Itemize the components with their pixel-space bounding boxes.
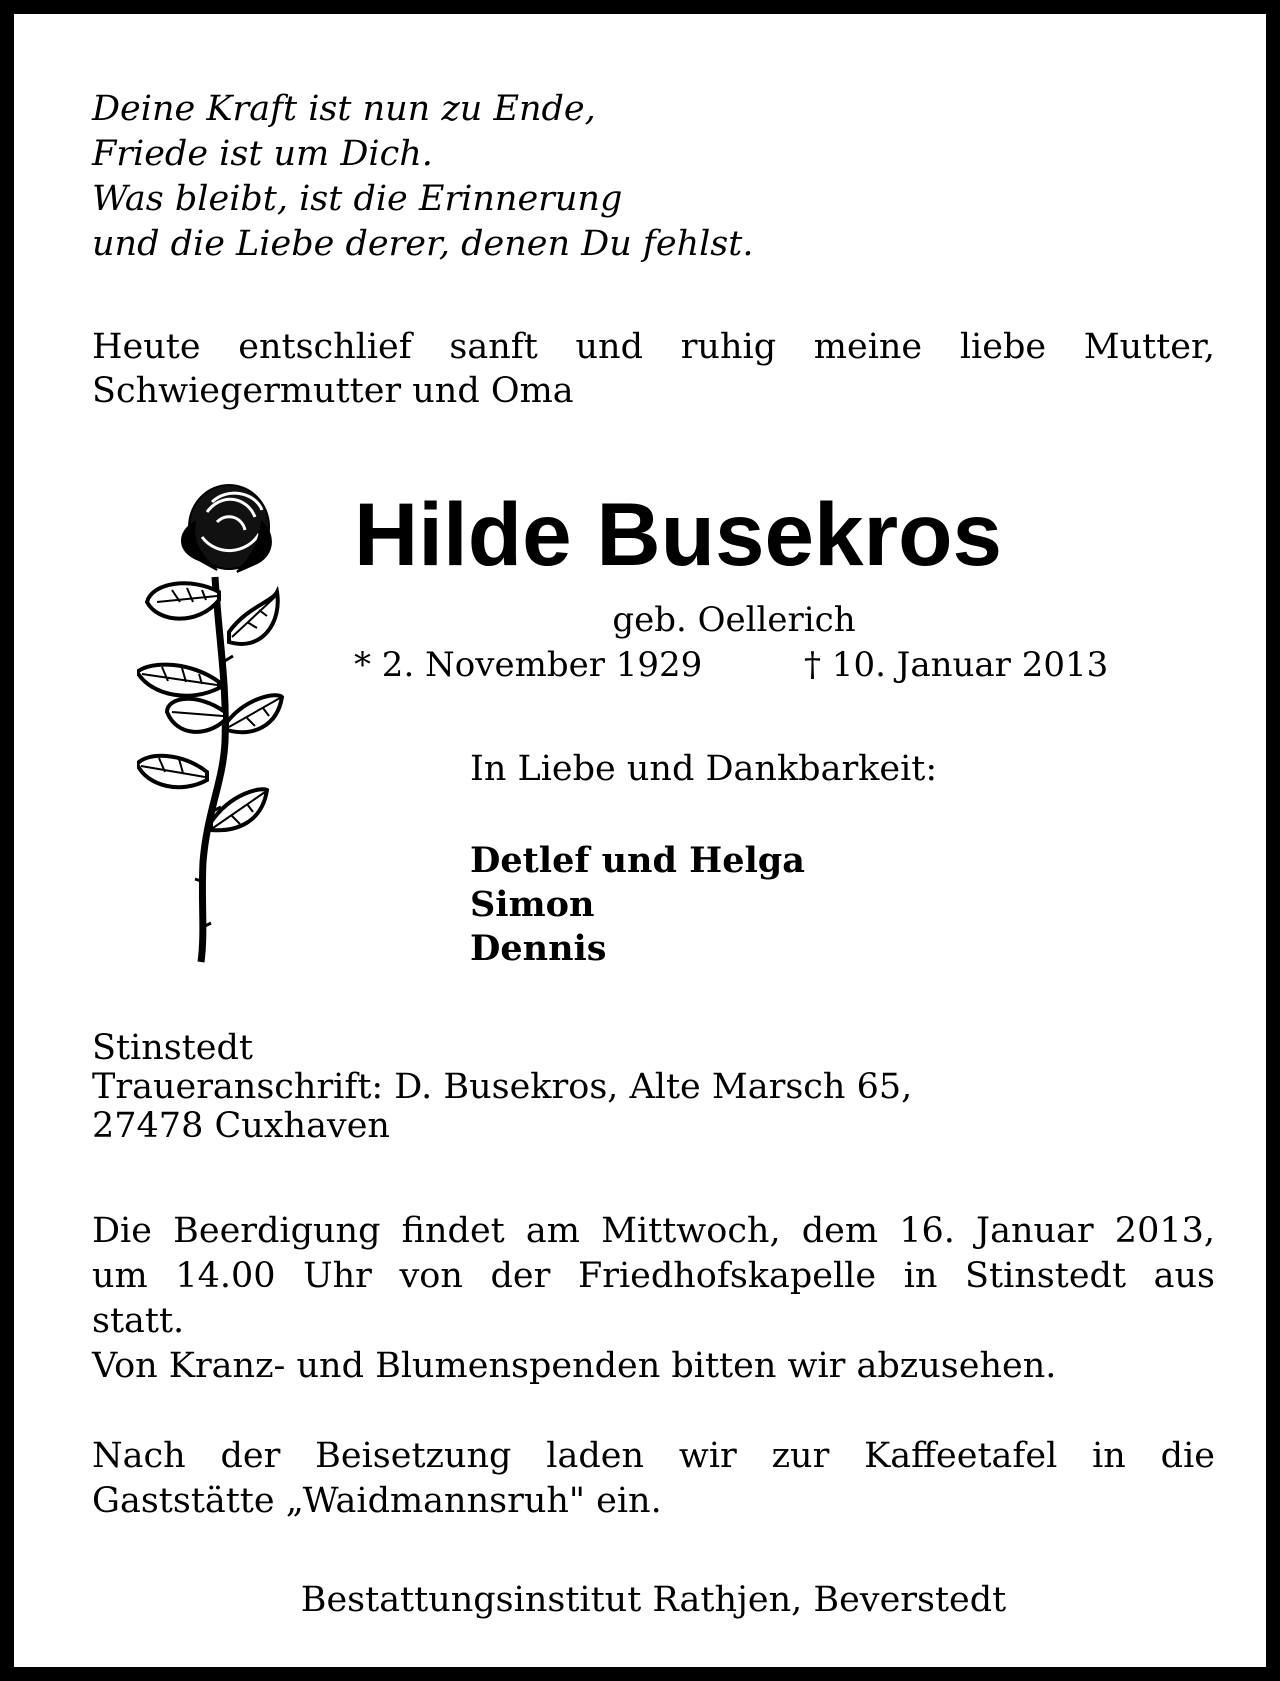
poem-line: Friede ist um Dich. (92, 134, 433, 174)
funeral-line: Von Kranz- und Blumenspenden bitten wir abzusehen. (92, 1346, 1057, 1386)
address-place: Stinstedt (92, 1028, 253, 1068)
poem (92, 87, 1215, 267)
poem-line: Deine Kraft ist nun zu Ende, (92, 89, 596, 129)
death-date: † 10. Januar 2013 (804, 645, 1109, 685)
deceased-name: Hilde Busekros (354, 484, 1002, 584)
poem-line: Was bleibt, ist die Erinnerung (92, 179, 623, 219)
intro-line: Heute entschlief sanft und ruhig meine liebe Mutter, (92, 327, 1215, 367)
intro-text (92, 325, 1215, 413)
reception-details (92, 1434, 1215, 1524)
address-line: 27478 Cuxhaven (92, 1106, 390, 1146)
mourners-list (470, 839, 805, 971)
poem-line: und die Liebe derer, denen Du fehlst. (92, 224, 754, 264)
funeral-line: Die Beerdigung findet am Mittwoch, dem 16. Januar 2013, (92, 1211, 1215, 1251)
maiden-name: geb. Oellerich (612, 600, 856, 640)
mourning-address (92, 1029, 1215, 1146)
undertaker-credit: Bestattungsinstitut Rathjen, Beverstedt (300, 1580, 1007, 1620)
funeral-line: um 14.00 Uhr von der Friedhofskapelle in Stinstedt aus (92, 1256, 1215, 1296)
mourner-name: Simon (470, 884, 595, 925)
mourner-name: Detlef und Helga (470, 840, 805, 881)
funeral-details (92, 1209, 1215, 1389)
thanks-line: In Liebe und Dankbarkeit: (470, 749, 938, 789)
reception-line: Nach der Beisetzung laden wir zur Kaffeetafel in die (92, 1436, 1215, 1476)
birth-date: * 2. November 1929 (354, 645, 703, 685)
rose-icon (137, 482, 292, 972)
reception-line: Gaststätte „Waidmannsruh" ein. (92, 1481, 662, 1521)
intro-line: Schwiegermutter und Oma (92, 371, 574, 411)
funeral-line: statt. (92, 1301, 185, 1341)
address-line: Traueranschrift: D. Busekros, Alte Marsch 65, (92, 1067, 913, 1107)
mourner-name: Dennis (470, 928, 607, 969)
